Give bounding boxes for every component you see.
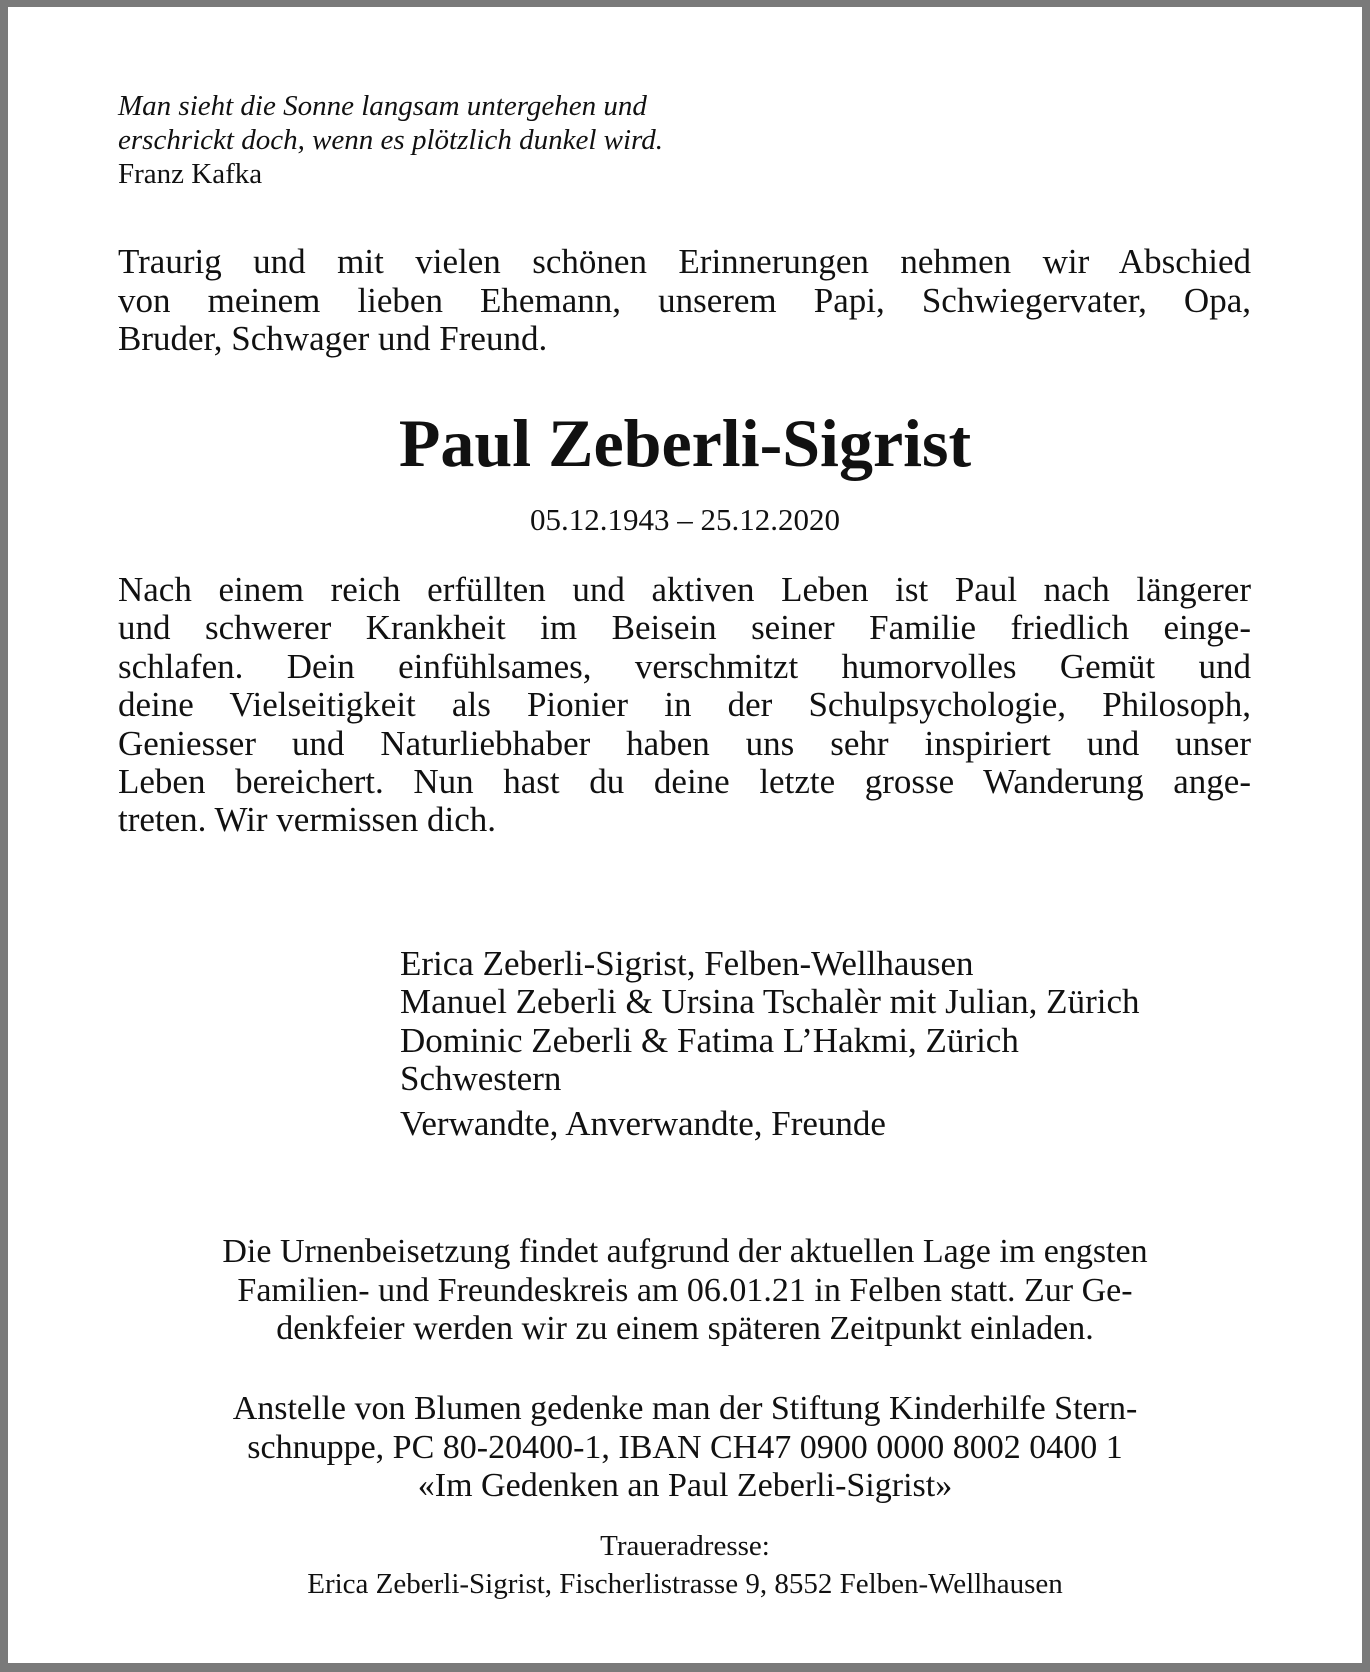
mourner: Manuel Zeberli & Ursina Tschalèr mit Julian, Zürich (400, 982, 1140, 1022)
mourner: Erica Zeberli-Sigrist, Felben-Wellhausen (400, 944, 974, 983)
donation-notice (8, 1390, 1362, 1506)
mourner: Dominic Zeberli & Fatima L’Hakmi, Zürich (400, 1020, 1019, 1060)
quote-line: erschrickt doch, wenn es plötzlich dunkel wird. (118, 124, 663, 156)
burial-line: Familien- und Freundeskreis am 06.01.21 in Felben statt. Zur Ge- (237, 1271, 1133, 1309)
intro-paragraph (118, 243, 1251, 359)
life-dates: 05.12.1943 – 25.12.2020 (530, 502, 840, 537)
deceased-name: Paul Zeberli-Sigrist (398, 405, 972, 481)
body-line: und schwerer Krankheit im Beisein seiner Familie friedlich einge- (118, 608, 1251, 648)
donation-line: schnuppe, PC 80-20400-1, IBAN CH47 0900 0000 8002 0400 1 (247, 1428, 1123, 1466)
kafka-quote (118, 89, 663, 191)
address-value: Erica Zeberli-Sigrist, Fischerlistrasse 9, 8552 Felben-Wellhausen (307, 1568, 1063, 1600)
body-line: schlafen. Dein einfühlsames, verschmitzt humorvolles Gemüt und (118, 646, 1251, 686)
body-paragraph (118, 571, 1251, 840)
burial-line: Die Urnenbeisetzung findet aufgrund der aktuellen Lage im engsten (222, 1233, 1148, 1270)
burial-notice (8, 1233, 1362, 1349)
mourner: Schwestern (400, 1059, 562, 1099)
mourners-list (400, 945, 1139, 1143)
donation-line: «Im Gedenken an Paul Zeberli-Sigrist» (417, 1467, 953, 1504)
obituary-page (8, 7, 1362, 1663)
mourning-address (8, 1527, 1362, 1603)
quote-author: Franz Kafka (118, 158, 263, 190)
quote-line: Man sieht die Sonne langsam untergehen und (118, 90, 647, 122)
body-line: Leben bereichert. Nun hast du deine letzte grosse Wanderung ange- (118, 762, 1251, 802)
burial-line: denkfeier werden wir zu einem späteren Zeitpunkt einladen. (276, 1310, 1094, 1347)
body-line: Nach einem reich erfüllten und aktiven Leben ist Paul nach längerer (118, 570, 1251, 609)
intro-line: Bruder, Schwager und Freund. (118, 319, 548, 358)
body-line: Geniesser und Naturliebhaber haben uns sehr inspiriert und unser (118, 723, 1251, 763)
intro-line: von meinem lieben Ehemann, unserem Papi, Schwiegervater, Opa, (118, 280, 1251, 320)
intro-line: Traurig und mit vielen schönen Erinnerungen nehmen wir Abschied (118, 242, 1251, 281)
address-label: Traueradresse: (600, 1530, 770, 1562)
body-line: deine Vielseitigkeit als Pionier in der Schulpsychologie, Philosoph, (118, 685, 1251, 725)
donation-line: Anstelle von Blumen gedenke man der Stiftung Kinderhilfe Stern- (232, 1390, 1138, 1427)
body-line: treten. Wir vermissen dich. (118, 800, 496, 840)
mourner: Verwandte, Anverwandte, Freunde (400, 1103, 886, 1143)
